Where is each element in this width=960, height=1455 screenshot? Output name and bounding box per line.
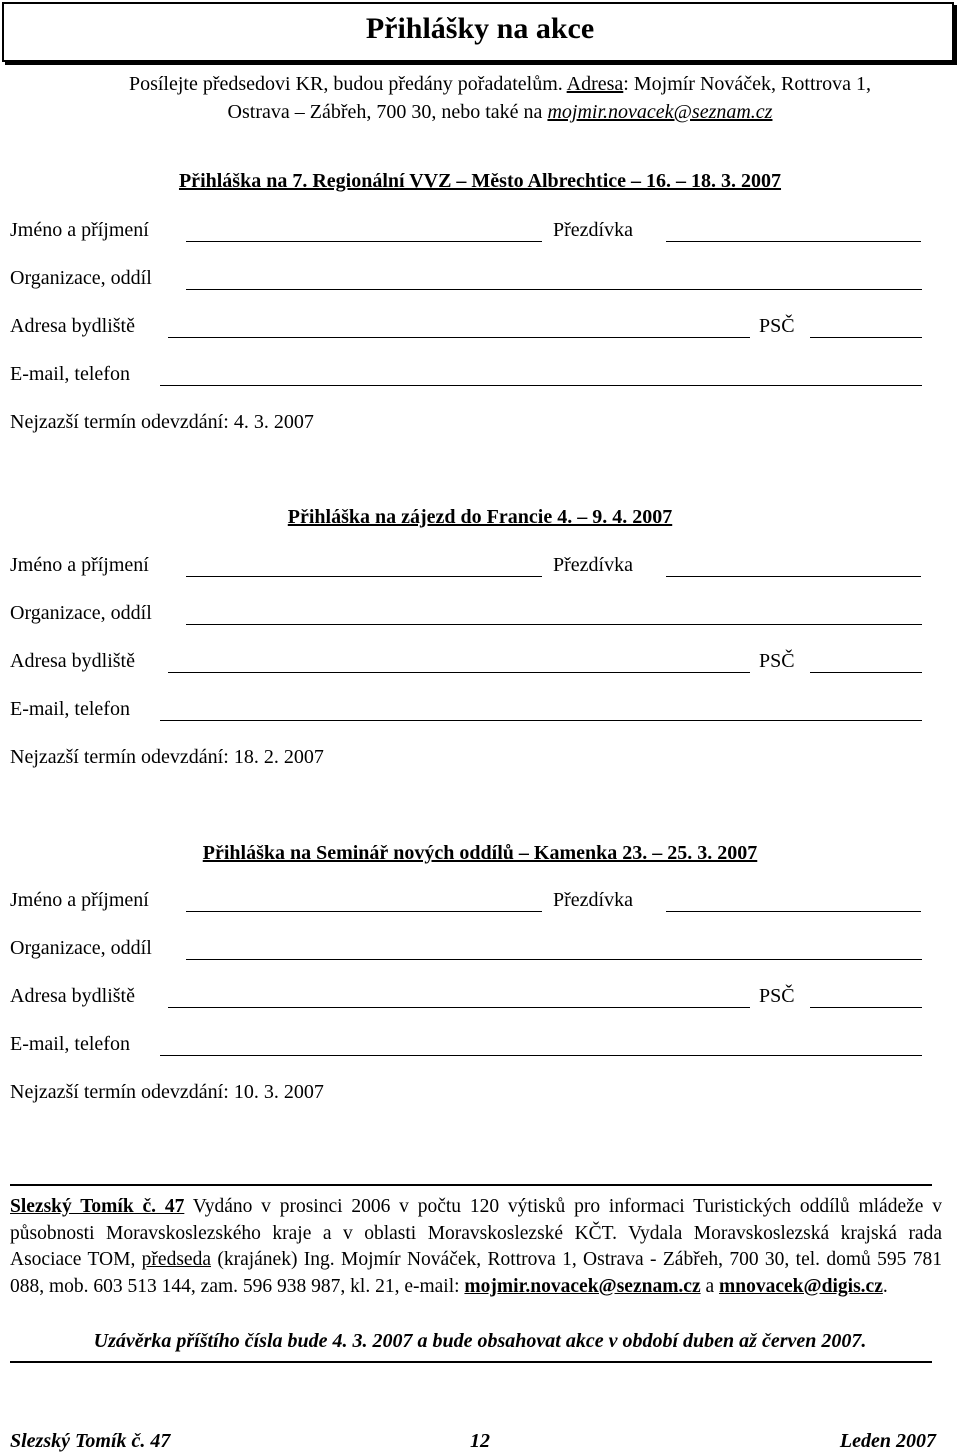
address-label: Adresa bydliště [10,315,135,337]
deadline-label: Nejzazší termín odevzdání: [10,1081,234,1103]
intro-line1-a: Posílejte předsedovi KR, budou předány pořadatelům. [128,73,567,95]
address-label: Adresa bydliště [10,650,135,672]
deadline [10,411,314,434]
divider [10,1184,932,1186]
colophon-text: Vydáno v prosinci 2006 v počtu 120 výtisků pro informaci Turistických oddílů mládeže v působnosti Moravskoslezského kraje a v oblasti Moravskoslezské KČT. Vydala Moravskoslezská krajská rada Asociace TOM, [10,1196,942,1270]
page-number: 12 [470,1430,490,1452]
closing-note: Uzávěrka příštího čísla bude 4. 3. 2007 a bude obsahovat akce v období duben až červen 2007. [93,1330,867,1352]
deadline-date: 4. 3. 2007 [233,411,314,433]
deadline [10,746,324,769]
nickname-label: Přezdívka [553,554,633,576]
nickname-field[interactable] [666,911,921,912]
intro-email-link[interactable]: mojmir.novacek@seznam.cz [547,101,773,123]
divider [10,1361,932,1363]
address-label: Adresa bydliště [10,985,135,1007]
deadline-label: Nejzazší termín odevzdání: [10,411,234,433]
deadline-date: 10. 3. 2007 [233,1081,324,1103]
postcode-field[interactable] [810,337,922,338]
name-field[interactable] [186,911,542,912]
deadline-date: 18. 2. 2007 [233,746,324,768]
footer-publication: Slezský Tomík č. 47 [10,1430,171,1452]
deadline-label: Nejzazší termín odevzdání: [10,746,234,768]
name-label: Jméno a příjmení [10,219,149,241]
colophon-text: (krajánek) Ing. Mojmír Nováček, Rottrova 1, Ostrava - Zábřeh, 700 30, tel. domů 595 781 088, mob. 603 513 144, zam. 596 938 987, kl. 21, e-mail: [10,1249,942,1297]
contact-label: E-mail, telefon [10,698,130,720]
address-field[interactable] [168,337,750,338]
address-field[interactable] [168,672,750,673]
organization-label: Organizace, oddíl [10,937,152,959]
form-title: Přihláška na zájezd do Francie 4. – 9. 4. 2007 [287,506,673,528]
chairman-link[interactable]: předseda [141,1249,211,1270]
publication-name: Slezský Tomík č. 47 [10,1196,185,1217]
colophon [10,1194,942,1300]
form-title: Přihláška na 7. Regionální VVZ – Město Albrechtice – 16. – 18. 3. 2007 [178,170,782,192]
intro-address-link[interactable]: Adresa [566,73,624,95]
intro-line2-a: Ostrava – Zábřeh, 700 30, nebo také na [227,101,548,123]
organization-label: Organizace, oddíl [10,267,152,289]
name-label: Jméno a příjmení [10,554,149,576]
postcode-field[interactable] [810,672,922,673]
nickname-label: Přezdívka [553,889,633,911]
postcode-field[interactable] [810,1007,922,1008]
page-title: Přihlášky na akce [365,12,595,45]
colophon-text: a [700,1275,720,1297]
intro-text [60,70,940,126]
postcode-label: PSČ [759,315,795,337]
contact-label: E-mail, telefon [10,363,130,385]
colophon-text: . [882,1275,888,1297]
nickname-field[interactable] [666,576,921,577]
contact-field[interactable] [160,385,922,386]
footer-date: Leden 2007 [839,1430,936,1452]
name-field[interactable] [186,241,542,242]
postcode-label: PSČ [759,650,795,672]
intro-line1-b: : Mojmír Nováček, Rottrova 1, [623,73,872,95]
address-field[interactable] [168,1007,750,1008]
email-link[interactable]: mojmir.novacek@seznam.cz [464,1275,701,1297]
nickname-label: Přezdívka [553,219,633,241]
deadline [10,1081,324,1104]
organization-label: Organizace, oddíl [10,602,152,624]
postcode-label: PSČ [759,985,795,1007]
organization-field[interactable] [186,624,922,625]
contact-field[interactable] [160,720,922,721]
name-label: Jméno a příjmení [10,889,149,911]
organization-field[interactable] [186,959,922,960]
organization-field[interactable] [186,289,922,290]
email-link[interactable]: mnovacek@digis.cz [719,1275,883,1297]
contact-label: E-mail, telefon [10,1033,130,1055]
form-title: Přihláška na Seminář nových oddílů – Kamenka 23. – 25. 3. 2007 [202,842,758,864]
contact-field[interactable] [160,1055,922,1056]
name-field[interactable] [186,576,542,577]
nickname-field[interactable] [666,241,921,242]
